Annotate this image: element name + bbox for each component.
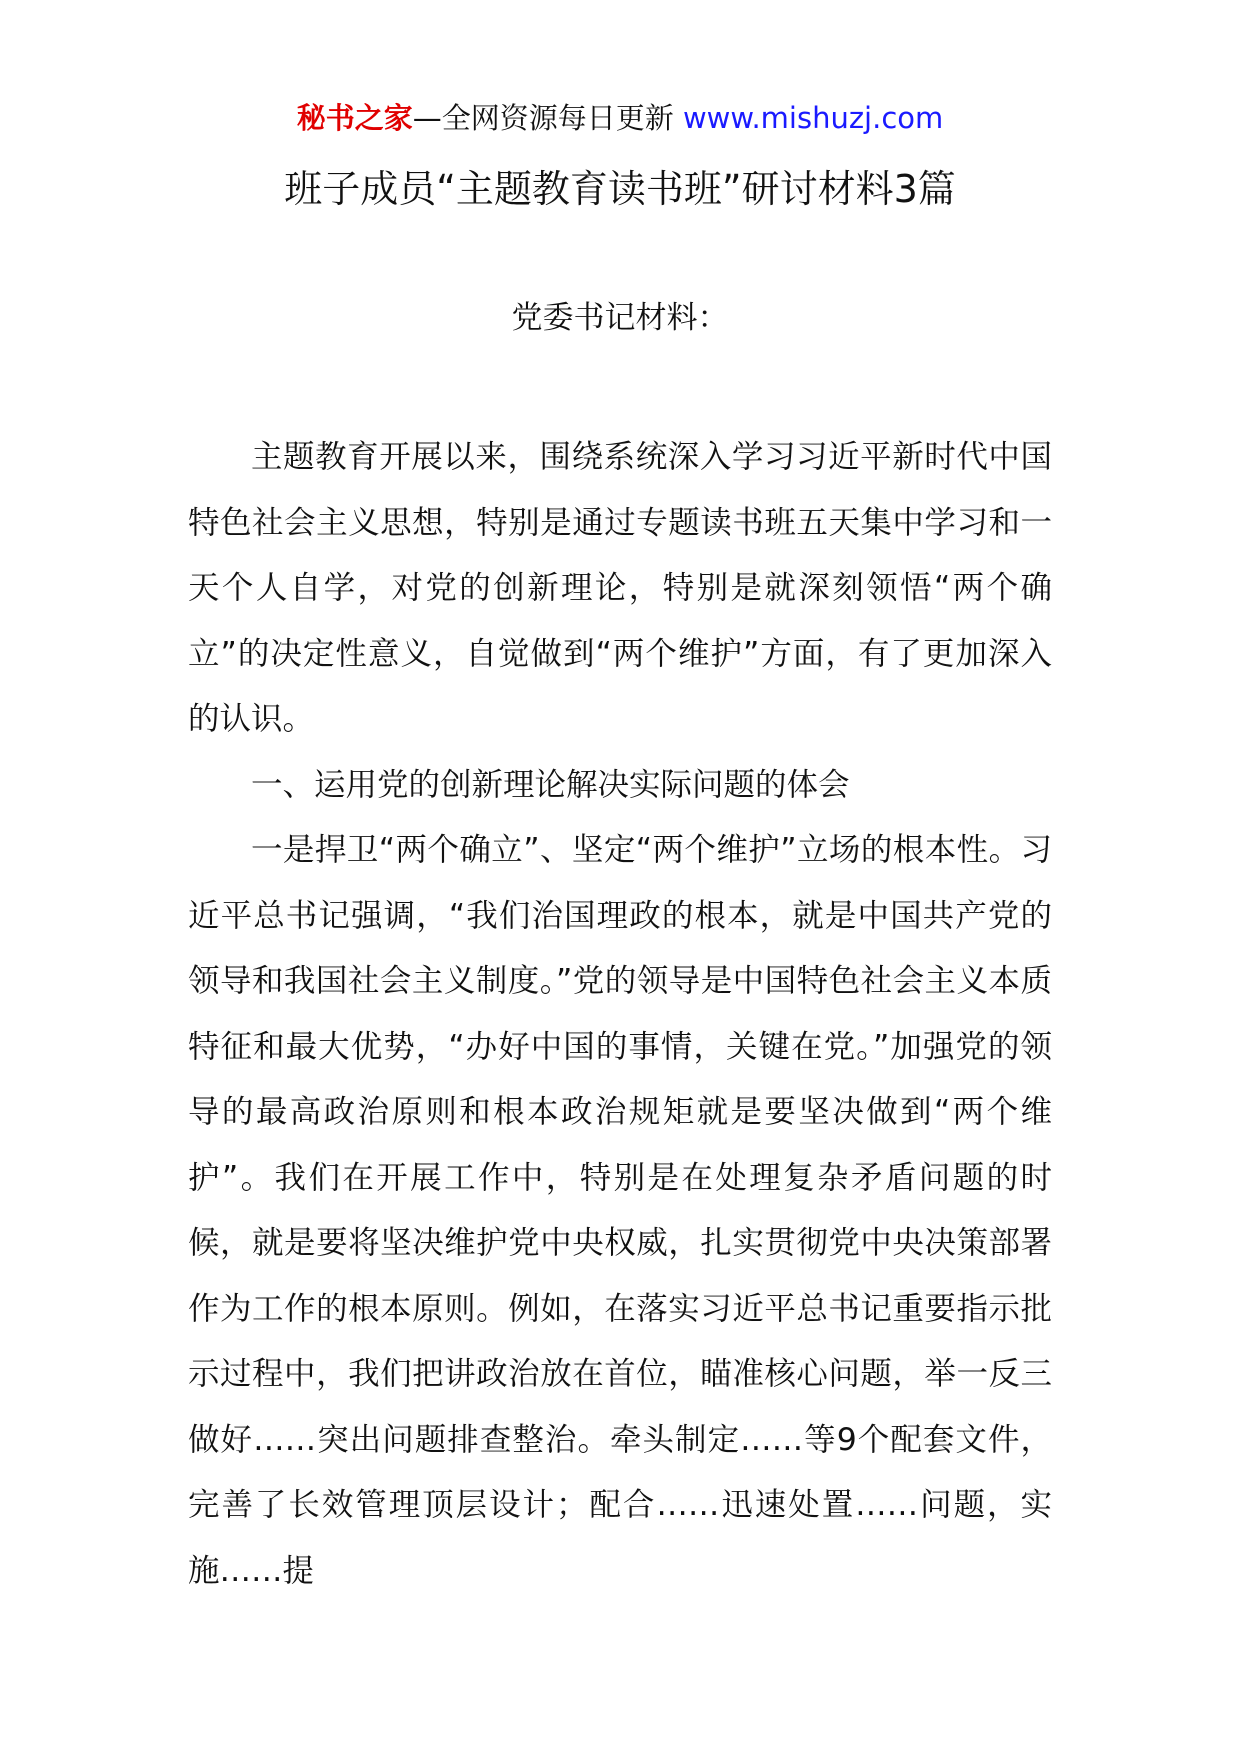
document-body <box>188 425 1052 1604</box>
body-paragraph: 一是捍卫“两个确立”、坚定“两个维护”立场的根本性。习近平总书记强调，“我们治国理政的根本，就是中国共产党的领导和我国社会主义制度。”党的领导是中国特色社会主义本质特征和最大优势，“办好中国的事情，关键在党。”加强党的领导的最高政治原则和根本政治规矩就是要坚决做到“两个维护”。我们在开展工作中，特别是在处理复杂矛盾问题的时候，就是要将坚决维护党中央权威，扎实贯彻党中央决策部署作为工作的根本原则。例如，在落实习近平总书记重要指示批示过程中，我们把讲政治放在首位，瞄准核心问题，举一反三做好……突出问题排查整治。牵头制定……等9个配套文件，完善了长效管理顶层设计；配合……迅速处置……问题，实施……提 <box>188 832 1052 1589</box>
intro-paragraph: 主题教育开展以来，围绕系统深入学习习近平新时代中国特色社会主义思想，特别是通过专题读书班五天集中学习和一天个人自学，对党的创新理论，特别是就深刻领悟“两个确立”的决定性意义，自觉做到“两个维护”方面，有了更加深入的认识。 <box>188 439 1052 737</box>
brand-name: 秘书之家 <box>296 101 413 135</box>
site-header <box>0 98 1240 138</box>
subheading-paragraph: 一、运用党的创新理论解决实际问题的体会 <box>251 766 850 803</box>
document-title: 班子成员“主题教育读书班”研讨材料3篇 <box>284 167 956 211</box>
header-tagline: —全网资源每日更新 <box>412 101 674 135</box>
section-heading: 党委书记材料： <box>511 300 729 336</box>
site-url-link[interactable]: www.mishuzj.com <box>682 101 944 135</box>
